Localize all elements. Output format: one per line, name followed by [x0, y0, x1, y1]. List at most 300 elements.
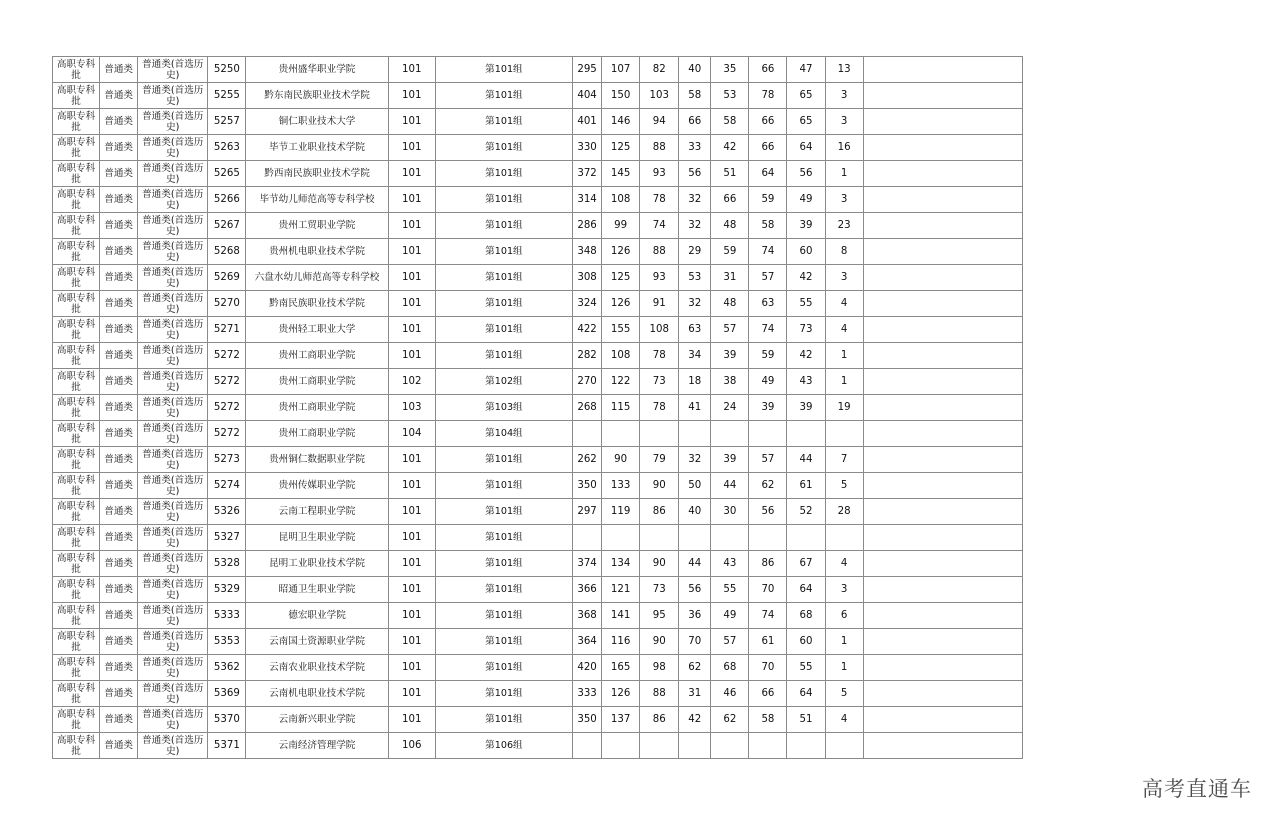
table-row: [53, 473, 1023, 499]
remark-cell: [863, 629, 1022, 655]
score-cell-4: 62: [679, 655, 711, 681]
group-name-cell: 第101组: [435, 551, 572, 577]
group-code-cell: 103: [388, 395, 435, 421]
score-cell-4: 34: [679, 343, 711, 369]
subject-type-cell: 普通类(首选历史): [138, 707, 208, 733]
score-cell-5: 59: [711, 239, 749, 265]
score-cell-7: 65: [787, 109, 825, 135]
remark-cell: [863, 603, 1022, 629]
category-cell: 普通类: [100, 707, 138, 733]
score-cell-6: 57: [749, 265, 787, 291]
school-name-cell: 六盘水幼儿师范高等专科学校: [246, 265, 388, 291]
score-cell-8: 4: [825, 551, 863, 577]
score-cell-1: 330: [573, 135, 602, 161]
school-code-cell: 5255: [208, 83, 246, 109]
score-cell-4: 32: [679, 447, 711, 473]
score-cell-3: 93: [640, 161, 679, 187]
subject-type-cell: 普通类(首选历史): [138, 629, 208, 655]
batch-cell: 高职专科批: [53, 395, 100, 421]
subject-type-cell: 普通类(首选历史): [138, 577, 208, 603]
table-row: [53, 681, 1023, 707]
score-cell-8: 1: [825, 161, 863, 187]
remark-cell: [863, 109, 1022, 135]
group-code-cell: 101: [388, 213, 435, 239]
score-cell-2: 134: [602, 551, 640, 577]
table-row: [53, 733, 1023, 759]
score-cell-6: 70: [749, 655, 787, 681]
score-cell-3: 88: [640, 239, 679, 265]
batch-cell: 高职专科批: [53, 83, 100, 109]
score-cell-8: 7: [825, 447, 863, 473]
score-cell-8: 3: [825, 265, 863, 291]
score-cell-2: 146: [602, 109, 640, 135]
table-row: [53, 265, 1023, 291]
group-name-cell: 第101组: [435, 265, 572, 291]
subject-type-cell: 普通类(首选历史): [138, 681, 208, 707]
score-cell-1: 268: [573, 395, 602, 421]
group-name-cell: 第101组: [435, 707, 572, 733]
batch-cell: 高职专科批: [53, 499, 100, 525]
score-cell-5: 48: [711, 213, 749, 239]
subject-type-cell: 普通类(首选历史): [138, 499, 208, 525]
category-cell: 普通类: [100, 369, 138, 395]
category-cell: 普通类: [100, 187, 138, 213]
score-cell-2: [602, 421, 640, 447]
remark-cell: [863, 421, 1022, 447]
score-cell-7: 67: [787, 551, 825, 577]
score-cell-6: 66: [749, 109, 787, 135]
subject-type-cell: 普通类(首选历史): [138, 369, 208, 395]
batch-cell: 高职专科批: [53, 681, 100, 707]
score-cell-6: 78: [749, 83, 787, 109]
score-cell-2: 125: [602, 135, 640, 161]
score-cell-3: [640, 733, 679, 759]
score-cell-1: 404: [573, 83, 602, 109]
score-cell-3: 86: [640, 499, 679, 525]
school-code-cell: 5273: [208, 447, 246, 473]
subject-type-cell: 普通类(首选历史): [138, 551, 208, 577]
group-name-cell: 第101组: [435, 57, 572, 83]
score-cell-5: 43: [711, 551, 749, 577]
group-code-cell: 101: [388, 681, 435, 707]
school-code-cell: 5268: [208, 239, 246, 265]
score-cell-7: 55: [787, 291, 825, 317]
batch-cell: 高职专科批: [53, 369, 100, 395]
school-code-cell: 5265: [208, 161, 246, 187]
school-name-cell: 贵州盛华职业学院: [246, 57, 388, 83]
category-cell: 普通类: [100, 135, 138, 161]
category-cell: 普通类: [100, 265, 138, 291]
score-cell-8: 5: [825, 473, 863, 499]
batch-cell: 高职专科批: [53, 577, 100, 603]
group-code-cell: 101: [388, 655, 435, 681]
batch-cell: 高职专科批: [53, 291, 100, 317]
score-cell-5: 66: [711, 187, 749, 213]
subject-type-cell: 普通类(首选历史): [138, 135, 208, 161]
group-name-cell: 第101组: [435, 473, 572, 499]
score-cell-3: [640, 525, 679, 551]
school-code-cell: 5369: [208, 681, 246, 707]
remark-cell: [863, 473, 1022, 499]
remark-cell: [863, 499, 1022, 525]
score-cell-4: 53: [679, 265, 711, 291]
group-name-cell: 第106组: [435, 733, 572, 759]
school-code-cell: 5353: [208, 629, 246, 655]
batch-cell: 高职专科批: [53, 187, 100, 213]
remark-cell: [863, 213, 1022, 239]
remark-cell: [863, 551, 1022, 577]
school-code-cell: 5269: [208, 265, 246, 291]
score-cell-7: 65: [787, 83, 825, 109]
score-cell-8: 23: [825, 213, 863, 239]
remark-cell: [863, 655, 1022, 681]
score-cell-6: 66: [749, 135, 787, 161]
table-row: [53, 343, 1023, 369]
category-cell: 普通类: [100, 525, 138, 551]
score-cell-1: 368: [573, 603, 602, 629]
score-cell-1: 350: [573, 473, 602, 499]
score-cell-6: 66: [749, 57, 787, 83]
score-cell-7: 61: [787, 473, 825, 499]
score-cell-2: 115: [602, 395, 640, 421]
table-row: [53, 655, 1023, 681]
score-cell-1: 372: [573, 161, 602, 187]
score-cell-7: 47: [787, 57, 825, 83]
score-cell-7: 60: [787, 239, 825, 265]
school-name-cell: 毕节幼儿师范高等专科学校: [246, 187, 388, 213]
category-cell: 普通类: [100, 213, 138, 239]
group-name-cell: 第101组: [435, 187, 572, 213]
table-row: [53, 577, 1023, 603]
subject-type-cell: 普通类(首选历史): [138, 421, 208, 447]
group-code-cell: 101: [388, 57, 435, 83]
score-cell-2: [602, 525, 640, 551]
score-cell-2: 90: [602, 447, 640, 473]
score-cell-6: 56: [749, 499, 787, 525]
score-cell-8: 4: [825, 291, 863, 317]
table-row: [53, 135, 1023, 161]
score-cell-5: 57: [711, 317, 749, 343]
subject-type-cell: 普通类(首选历史): [138, 109, 208, 135]
score-cell-5: 62: [711, 707, 749, 733]
school-code-cell: 5250: [208, 57, 246, 83]
category-cell: 普通类: [100, 629, 138, 655]
score-cell-6: 58: [749, 707, 787, 733]
table-row: [53, 395, 1023, 421]
score-cell-5: 42: [711, 135, 749, 161]
category-cell: 普通类: [100, 603, 138, 629]
score-cell-8: 5: [825, 681, 863, 707]
score-cell-7: 56: [787, 161, 825, 187]
group-name-cell: 第101组: [435, 317, 572, 343]
group-name-cell: 第101组: [435, 291, 572, 317]
score-cell-2: 133: [602, 473, 640, 499]
group-code-cell: 101: [388, 187, 435, 213]
score-cell-3: 88: [640, 681, 679, 707]
category-cell: 普通类: [100, 161, 138, 187]
table-row: [53, 603, 1023, 629]
score-cell-7: 44: [787, 447, 825, 473]
score-cell-1: 333: [573, 681, 602, 707]
watermark-text: 高考直通车: [1142, 777, 1252, 801]
group-code-cell: 101: [388, 265, 435, 291]
subject-type-cell: 普通类(首选历史): [138, 525, 208, 551]
score-cell-7: [787, 421, 825, 447]
score-cell-6: 70: [749, 577, 787, 603]
score-cell-8: 4: [825, 317, 863, 343]
school-name-cell: 昭通卫生职业学院: [246, 577, 388, 603]
score-cell-2: 126: [602, 681, 640, 707]
school-code-cell: 5270: [208, 291, 246, 317]
score-cell-1: 420: [573, 655, 602, 681]
remark-cell: [863, 187, 1022, 213]
group-code-cell: 101: [388, 83, 435, 109]
remark-cell: [863, 57, 1022, 83]
score-cell-1: 262: [573, 447, 602, 473]
score-cell-4: 32: [679, 213, 711, 239]
score-cell-5: [711, 733, 749, 759]
score-cell-5: 38: [711, 369, 749, 395]
score-cell-1: 270: [573, 369, 602, 395]
admission-score-table: [52, 56, 1023, 759]
school-name-cell: 铜仁职业技术大学: [246, 109, 388, 135]
table-row: [53, 421, 1023, 447]
score-cell-8: 13: [825, 57, 863, 83]
school-name-cell: 贵州铜仁数据职业学院: [246, 447, 388, 473]
score-cell-5: 46: [711, 681, 749, 707]
batch-cell: 高职专科批: [53, 135, 100, 161]
score-cell-5: 48: [711, 291, 749, 317]
subject-type-cell: 普通类(首选历史): [138, 161, 208, 187]
school-code-cell: 5267: [208, 213, 246, 239]
group-name-cell: 第101组: [435, 161, 572, 187]
score-cell-3: 98: [640, 655, 679, 681]
score-cell-4: 29: [679, 239, 711, 265]
school-code-cell: 5329: [208, 577, 246, 603]
score-cell-2: 125: [602, 265, 640, 291]
score-cell-2: 107: [602, 57, 640, 83]
batch-cell: 高职专科批: [53, 343, 100, 369]
subject-type-cell: 普通类(首选历史): [138, 473, 208, 499]
subject-type-cell: 普通类(首选历史): [138, 213, 208, 239]
table-row: [53, 707, 1023, 733]
school-code-cell: 5272: [208, 343, 246, 369]
score-cell-4: 66: [679, 109, 711, 135]
category-cell: 普通类: [100, 291, 138, 317]
batch-cell: 高职专科批: [53, 239, 100, 265]
score-cell-6: 74: [749, 239, 787, 265]
score-cell-5: 68: [711, 655, 749, 681]
score-cell-7: 64: [787, 577, 825, 603]
score-cell-8: 28: [825, 499, 863, 525]
score-cell-7: 42: [787, 343, 825, 369]
subject-type-cell: 普通类(首选历史): [138, 733, 208, 759]
score-cell-3: 88: [640, 135, 679, 161]
subject-type-cell: 普通类(首选历史): [138, 603, 208, 629]
subject-type-cell: 普通类(首选历史): [138, 447, 208, 473]
group-name-cell: 第104组: [435, 421, 572, 447]
score-cell-4: 56: [679, 161, 711, 187]
school-name-cell: 云南农业职业技术学院: [246, 655, 388, 681]
score-cell-4: 41: [679, 395, 711, 421]
batch-cell: 高职专科批: [53, 421, 100, 447]
group-code-cell: 101: [388, 135, 435, 161]
score-cell-3: 103: [640, 83, 679, 109]
score-cell-2: 165: [602, 655, 640, 681]
remark-cell: [863, 161, 1022, 187]
subject-type-cell: 普通类(首选历史): [138, 655, 208, 681]
score-cell-2: 121: [602, 577, 640, 603]
subject-type-cell: 普通类(首选历史): [138, 83, 208, 109]
score-cell-6: 64: [749, 161, 787, 187]
remark-cell: [863, 395, 1022, 421]
batch-cell: 高职专科批: [53, 707, 100, 733]
subject-type-cell: 普通类(首选历史): [138, 239, 208, 265]
group-name-cell: 第101组: [435, 603, 572, 629]
table-row: [53, 369, 1023, 395]
group-name-cell: 第101组: [435, 135, 572, 161]
group-code-cell: 101: [388, 603, 435, 629]
group-name-cell: 第101组: [435, 577, 572, 603]
score-cell-6: 66: [749, 681, 787, 707]
score-cell-4: 32: [679, 291, 711, 317]
batch-cell: 高职专科批: [53, 603, 100, 629]
table-body: [53, 57, 1023, 759]
remark-cell: [863, 135, 1022, 161]
score-cell-7: 68: [787, 603, 825, 629]
score-cell-6: [749, 421, 787, 447]
school-code-cell: 5272: [208, 421, 246, 447]
school-name-cell: 贵州工商职业学院: [246, 395, 388, 421]
group-code-cell: 101: [388, 343, 435, 369]
score-cell-6: 86: [749, 551, 787, 577]
remark-cell: [863, 707, 1022, 733]
score-cell-3: 73: [640, 577, 679, 603]
category-cell: 普通类: [100, 239, 138, 265]
group-name-cell: 第101组: [435, 83, 572, 109]
school-name-cell: 黔西南民族职业技术学院: [246, 161, 388, 187]
score-cell-5: 55: [711, 577, 749, 603]
score-cell-4: 40: [679, 499, 711, 525]
score-cell-6: [749, 525, 787, 551]
score-cell-5: 39: [711, 447, 749, 473]
score-cell-2: 122: [602, 369, 640, 395]
score-cell-3: 90: [640, 551, 679, 577]
score-cell-7: 73: [787, 317, 825, 343]
score-cell-6: [749, 733, 787, 759]
score-cell-3: 78: [640, 343, 679, 369]
score-cell-4: 58: [679, 83, 711, 109]
school-name-cell: 贵州机电职业技术学院: [246, 239, 388, 265]
score-cell-5: 31: [711, 265, 749, 291]
score-cell-4: 63: [679, 317, 711, 343]
score-cell-1: 348: [573, 239, 602, 265]
school-name-cell: 云南新兴职业学院: [246, 707, 388, 733]
score-cell-6: 61: [749, 629, 787, 655]
school-name-cell: 毕节工业职业技术学院: [246, 135, 388, 161]
group-name-cell: 第101组: [435, 525, 572, 551]
school-code-cell: 5370: [208, 707, 246, 733]
score-cell-3: 73: [640, 369, 679, 395]
school-code-cell: 5263: [208, 135, 246, 161]
score-cell-3: 94: [640, 109, 679, 135]
batch-cell: 高职专科批: [53, 447, 100, 473]
score-cell-7: 43: [787, 369, 825, 395]
batch-cell: 高职专科批: [53, 213, 100, 239]
remark-cell: [863, 291, 1022, 317]
score-cell-2: 116: [602, 629, 640, 655]
remark-cell: [863, 681, 1022, 707]
score-cell-1: 350: [573, 707, 602, 733]
school-code-cell: 5327: [208, 525, 246, 551]
score-cell-7: 49: [787, 187, 825, 213]
school-code-cell: 5272: [208, 395, 246, 421]
table-row: [53, 83, 1023, 109]
score-cell-6: 74: [749, 317, 787, 343]
score-cell-6: 58: [749, 213, 787, 239]
score-cell-5: 57: [711, 629, 749, 655]
school-code-cell: 5362: [208, 655, 246, 681]
score-cell-3: 86: [640, 707, 679, 733]
score-cell-6: 57: [749, 447, 787, 473]
school-name-cell: 德宏职业学院: [246, 603, 388, 629]
category-cell: 普通类: [100, 395, 138, 421]
score-cell-8: 3: [825, 577, 863, 603]
school-name-cell: 贵州工商职业学院: [246, 343, 388, 369]
school-code-cell: 5326: [208, 499, 246, 525]
group-code-cell: 101: [388, 109, 435, 135]
score-cell-5: 51: [711, 161, 749, 187]
table-row: [53, 109, 1023, 135]
group-name-cell: 第101组: [435, 343, 572, 369]
group-code-cell: 101: [388, 473, 435, 499]
table-row: [53, 57, 1023, 83]
school-name-cell: 云南经济管理学院: [246, 733, 388, 759]
score-cell-2: 99: [602, 213, 640, 239]
batch-cell: 高职专科批: [53, 733, 100, 759]
category-cell: 普通类: [100, 577, 138, 603]
remark-cell: [863, 447, 1022, 473]
category-cell: 普通类: [100, 499, 138, 525]
score-cell-1: 324: [573, 291, 602, 317]
score-cell-4: 18: [679, 369, 711, 395]
score-cell-1: [573, 421, 602, 447]
score-cell-4: [679, 525, 711, 551]
score-cell-4: 36: [679, 603, 711, 629]
score-cell-4: 44: [679, 551, 711, 577]
score-cell-7: 51: [787, 707, 825, 733]
score-cell-3: 90: [640, 629, 679, 655]
remark-cell: [863, 733, 1022, 759]
group-name-cell: 第101组: [435, 109, 572, 135]
score-cell-6: 62: [749, 473, 787, 499]
school-name-cell: 贵州轻工职业大学: [246, 317, 388, 343]
group-name-cell: 第101组: [435, 629, 572, 655]
category-cell: 普通类: [100, 57, 138, 83]
remark-cell: [863, 239, 1022, 265]
remark-cell: [863, 83, 1022, 109]
batch-cell: 高职专科批: [53, 109, 100, 135]
category-cell: 普通类: [100, 473, 138, 499]
remark-cell: [863, 369, 1022, 395]
score-cell-4: 32: [679, 187, 711, 213]
category-cell: 普通类: [100, 655, 138, 681]
subject-type-cell: 普通类(首选历史): [138, 265, 208, 291]
batch-cell: 高职专科批: [53, 317, 100, 343]
table-row: [53, 551, 1023, 577]
batch-cell: 高职专科批: [53, 655, 100, 681]
score-cell-5: 53: [711, 83, 749, 109]
